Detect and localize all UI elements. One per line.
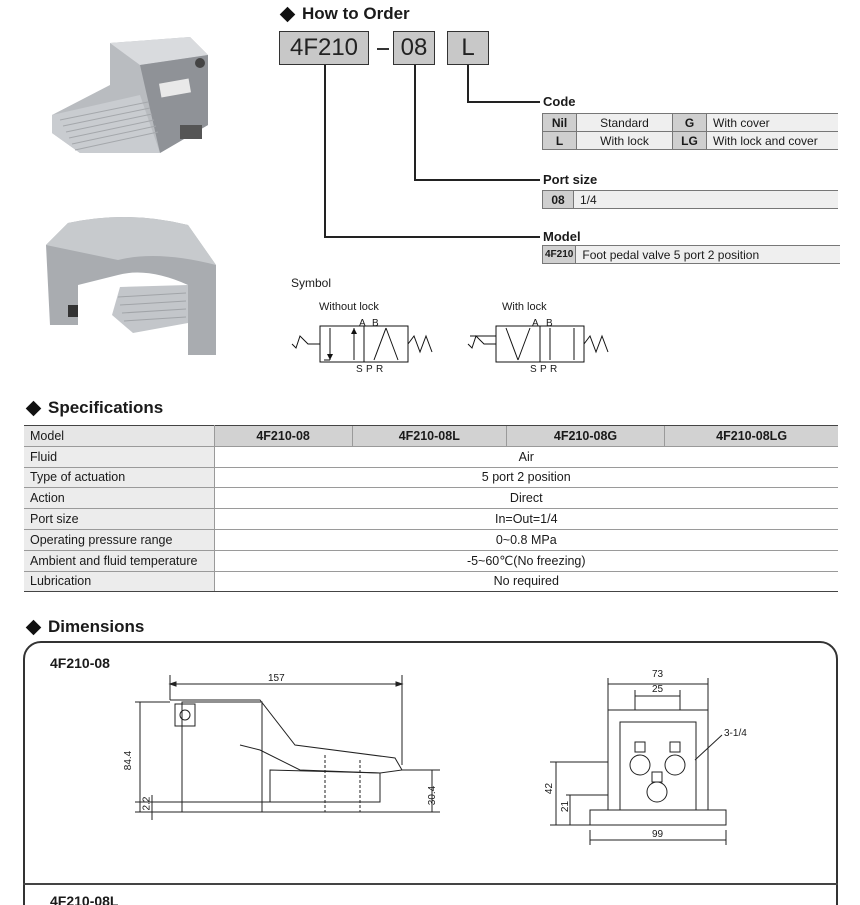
dim-height-front: 42 [544, 782, 556, 795]
dimensions-heading: Dimensions [28, 617, 144, 637]
valve-photo-with-cover [38, 205, 228, 365]
diamond-icon [26, 619, 42, 635]
dim-base-width: 99 [652, 829, 664, 840]
port-r-label: R [376, 364, 384, 375]
table-row: Ambient and fluid temperature -5~60℃(No freezing) [24, 550, 838, 571]
leader-port-v [414, 65, 416, 180]
dim-length: 157 [268, 673, 285, 684]
port-a-label: A [359, 318, 366, 329]
dim-inner: 25 [652, 684, 664, 695]
table-row: Lubrication No required [24, 571, 838, 592]
table-row: 4F210 Foot pedal valve 5 port 2 position [543, 246, 840, 264]
specifications-table [24, 425, 838, 592]
table-header-row: Model 4F210-08 4F210-08L 4F210-08G 4F210-08LG [24, 426, 838, 447]
port-s-label: S [530, 364, 537, 375]
diamond-icon [280, 6, 296, 22]
panel-divider [23, 883, 838, 885]
table-row: Port size In=Out=1/4 [24, 509, 838, 530]
side-view-drawing [130, 670, 450, 830]
port-r-label: R [550, 364, 558, 375]
port-s-label: S [356, 364, 363, 375]
table-row: Type of actuation 5 port 2 position [24, 467, 838, 488]
how-to-order-heading: How to Order [282, 4, 410, 24]
code-box-port: 08 [393, 31, 435, 65]
diamond-icon [26, 400, 42, 416]
port-p-label: P [540, 364, 547, 375]
table-row: Action Direct [24, 488, 838, 509]
dimensions-model-title-2: 4F210-08L [50, 893, 119, 905]
port-b-label: B [546, 318, 553, 329]
dim-port: 3-1/4 [724, 728, 747, 739]
leader-model-h [324, 236, 540, 238]
symbol-with-lock-label: With lock [502, 301, 547, 313]
table-row: Operating pressure range 0~0.8 MPa [24, 529, 838, 550]
code-table [542, 113, 838, 150]
symbol-heading: Symbol [291, 276, 332, 290]
specifications-heading: Specifications [28, 398, 163, 418]
port-p-label: P [366, 364, 373, 375]
leader-code-v [467, 65, 469, 102]
leader-port-h [414, 179, 540, 181]
table-row: Nil Standard G With cover [543, 114, 838, 132]
valve-photo-standard [40, 25, 230, 165]
model-label: Model [543, 229, 581, 244]
dim-base: 2.2 [141, 796, 153, 811]
port-a-label: A [532, 318, 539, 329]
dim-width-top: 73 [652, 669, 664, 680]
port-b-label: B [372, 318, 379, 329]
dim-height: 84.4 [123, 750, 135, 771]
port-size-label: Port size [543, 172, 598, 187]
code-separator [377, 48, 389, 50]
dimensions-model-title: 4F210-08 [50, 655, 110, 671]
front-view-drawing [540, 670, 760, 850]
code-box-model: 4F210 [279, 31, 369, 65]
leader-code-h [467, 101, 540, 103]
table-row: Fluid Air [24, 446, 838, 467]
table-row: L With lock LG With lock and cover [543, 132, 838, 150]
dim-lower: 21 [560, 800, 572, 813]
port-size-table [542, 190, 838, 209]
model-table [542, 245, 840, 264]
code-box-option: L [447, 31, 489, 65]
leader-model-v [324, 65, 326, 237]
code-label: Code [543, 94, 576, 109]
symbol-without-lock-label: Without lock [319, 301, 379, 313]
dim-pedal: 30.4 [427, 785, 439, 806]
table-row: 08 1/4 [543, 191, 838, 209]
